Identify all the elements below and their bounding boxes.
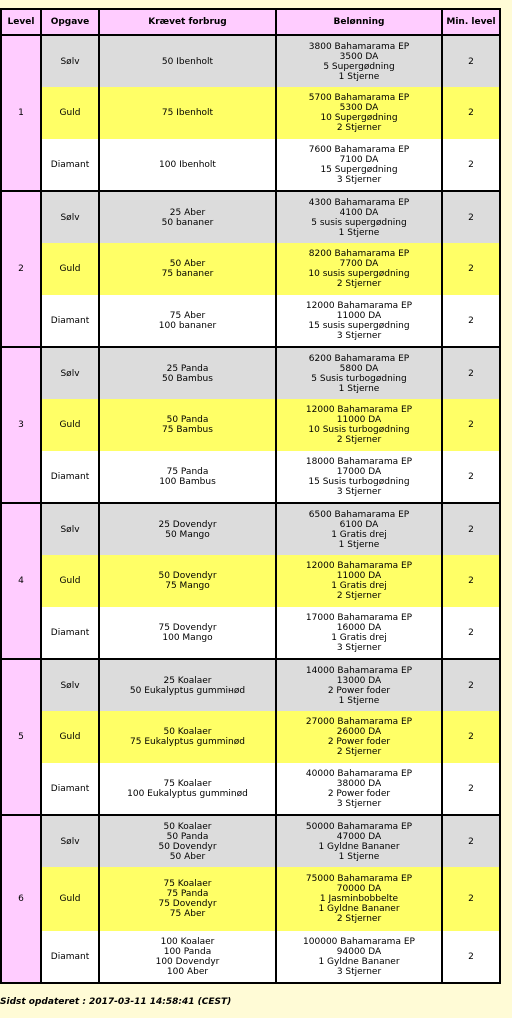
reward-line: 75000 Bahamarama EP	[305, 874, 413, 884]
reward-line: 6100 DA	[339, 519, 379, 530]
requirement-cell	[99, 867, 276, 931]
min-level-cell: 2	[442, 295, 500, 347]
header-task: Opgave	[41, 9, 99, 35]
reward-line: 6200 Bahamarama EP	[308, 353, 410, 364]
reward-line: 10 susis supergødning	[308, 269, 410, 279]
requirement-line: 50 Mango	[165, 529, 210, 540]
min-level-cell: 2	[442, 931, 500, 983]
header-min-level: Min. level	[442, 9, 500, 35]
reward-line: 12000 Bahamarama EP	[305, 405, 413, 415]
task-cell: Guld	[41, 399, 99, 451]
reward-line: 1 Jasminbobbelte	[319, 894, 399, 904]
requirement-line: 50 Aber	[169, 259, 206, 269]
requirement-cell	[99, 763, 276, 815]
reward-line: 3800 Bahamarama EP	[308, 41, 410, 52]
requirement-cell	[99, 399, 276, 451]
table-row	[1, 139, 500, 191]
reward-line: 3 Stjerner	[336, 486, 382, 497]
requirement-line: 50 Aber	[169, 851, 206, 862]
min-level-cell: 2	[442, 87, 500, 139]
requirement-line: 100 Eukalyptus gumminød	[127, 788, 248, 799]
table-row	[1, 35, 500, 87]
reward-line: 5800 DA	[339, 363, 379, 374]
reward-line: 47000 DA	[336, 831, 382, 842]
reward-line: 1 Stjerne	[338, 695, 380, 706]
reward-cell	[276, 295, 442, 347]
reward-line: 2 Stjerner	[336, 279, 382, 289]
requirement-line: 100 Ibenholt	[159, 159, 216, 170]
requirement-line: 25 Panda	[166, 363, 209, 374]
level-cell: 5	[1, 659, 41, 815]
reward-line: 12000 Bahamarama EP	[305, 561, 413, 571]
table-row	[1, 711, 500, 763]
reward-line: 1 Gyldne Bananer	[318, 904, 400, 914]
reward-line: 3 Stjerner	[336, 174, 382, 185]
min-level-cell: 2	[442, 555, 500, 607]
requirement-line: 50 Ibenholt	[161, 56, 214, 67]
requirement-line: 50 Eukalyptus gummінød	[129, 685, 246, 696]
requirement-cell	[99, 87, 276, 139]
reward-line: 10 Susis turbogødning	[308, 425, 410, 435]
reward-line: 3 Stjerner	[336, 330, 382, 341]
reward-line: 16000 DA	[336, 622, 382, 633]
min-level-cell: 2	[442, 503, 500, 555]
level-cell: 2	[1, 191, 41, 347]
table-body	[1, 35, 500, 983]
reward-line: 2 Stjerner	[336, 123, 382, 133]
min-level-cell: 2	[442, 815, 500, 867]
last-updated: Sidst opdateret : 2017-03-11 14:58:41 (CEST)	[0, 997, 232, 1007]
reward-cell	[276, 243, 442, 295]
reward-line: 2 Stjerner	[336, 591, 382, 601]
reward-line: 5 Supergødning	[323, 61, 395, 72]
requirement-line: 100 Mango	[162, 632, 213, 643]
reward-cell	[276, 451, 442, 503]
requirement-line: 75 Panda	[166, 889, 209, 899]
reward-line: 17000 DA	[336, 466, 382, 477]
header-requirement: Krævet forbrug	[99, 9, 276, 35]
reward-line: 15 Susis turbogødning	[308, 476, 410, 487]
requirement-line: 75 bananer	[161, 269, 214, 279]
reward-line: 100000 Bahamarama EP	[303, 936, 415, 947]
requirement-cell	[99, 711, 276, 763]
reward-line: 15 susis supergødning	[308, 320, 410, 331]
requirement-line: 75 Koalaer	[163, 879, 212, 889]
header-row	[1, 9, 500, 35]
min-level-cell: 2	[442, 763, 500, 815]
reward-line: 10 Supergødning	[320, 113, 398, 123]
reward-cell	[276, 763, 442, 815]
requirement-line: 50 Panda	[166, 415, 209, 425]
reward-line: 1 Stjerne	[338, 539, 380, 550]
reward-line: 7700 DA	[339, 259, 379, 269]
reward-line: 3 Stjerner	[336, 642, 382, 653]
requirement-line: 50 Dovendyr	[158, 571, 217, 581]
min-level-cell: 2	[442, 711, 500, 763]
requirement-line: 25 Aber	[169, 207, 206, 218]
reward-line: 2 Power foder	[327, 737, 391, 747]
task-cell: Diamant	[41, 931, 99, 983]
reward-line: 27000 Bahamarama EP	[305, 717, 413, 727]
reward-cell	[276, 191, 442, 243]
reward-line: 11000 DA	[336, 415, 382, 425]
task-cell: Diamant	[41, 451, 99, 503]
reward-line: 1 Gyldne Bananer	[318, 956, 400, 967]
requirement-line: 50 Koalaer	[163, 821, 212, 832]
reward-cell	[276, 867, 442, 931]
reward-line: 1 Gratis drej	[331, 529, 387, 540]
reward-cell	[276, 139, 442, 191]
requirement-line: 75 Koalaer	[163, 778, 212, 789]
requirement-line: 50 Dovendyr	[158, 841, 217, 852]
reward-line: 26000 DA	[336, 727, 382, 737]
header-level: Level	[1, 9, 41, 35]
requirement-line: 75 Dovendyr	[158, 899, 217, 909]
level-cell: 1	[1, 35, 41, 191]
task-cell: Sølv	[41, 659, 99, 711]
reward-line: 4300 Bahamarama EP	[308, 197, 410, 208]
level-cell: 3	[1, 347, 41, 503]
reward-line: 18000 Bahamarama EP	[305, 456, 413, 467]
reward-line: 1 Gratis drej	[331, 632, 387, 643]
requirement-cell	[99, 35, 276, 87]
requirement-cell	[99, 607, 276, 659]
reward-line: 2 Stjerner	[336, 914, 382, 924]
reward-cell	[276, 931, 442, 983]
requirement-line: 50 Koalaer	[163, 727, 212, 737]
requirement-cell	[99, 555, 276, 607]
reward-cell	[276, 399, 442, 451]
requirement-cell	[99, 931, 276, 983]
requirement-line: 75 Aber	[169, 310, 206, 321]
task-cell: Guld	[41, 867, 99, 931]
requirement-cell	[99, 243, 276, 295]
reward-line: 12000 Bahamarama EP	[305, 300, 413, 311]
level-cell: 4	[1, 503, 41, 659]
task-cell: Sølv	[41, 815, 99, 867]
reward-cell	[276, 555, 442, 607]
min-level-cell: 2	[442, 451, 500, 503]
reward-line: 3500 DA	[339, 51, 379, 62]
reward-cell	[276, 35, 442, 87]
table-row	[1, 451, 500, 503]
task-cell: Diamant	[41, 295, 99, 347]
reward-line: 70000 DA	[336, 884, 382, 894]
requirement-line: 100 Bambus	[159, 476, 216, 487]
requirement-line: 100 bananer	[158, 320, 217, 331]
reward-line: 8200 Bahamarama EP	[308, 249, 410, 259]
requirement-cell	[99, 191, 276, 243]
reward-line: 1 Stjerne	[338, 851, 380, 862]
level-cell: 6	[1, 815, 41, 983]
min-level-cell: 2	[442, 659, 500, 711]
min-level-cell: 2	[442, 35, 500, 87]
requirement-line: 100 Aber	[166, 966, 209, 977]
requirement-cell	[99, 347, 276, 399]
reward-line: 5300 DA	[339, 103, 379, 113]
reward-line: 11000 DA	[336, 571, 382, 581]
reward-line: 13000 DA	[336, 675, 382, 686]
requirement-line: 25 Dovendyr	[158, 519, 217, 530]
requirement-line: 100 Dovendyr	[155, 956, 220, 967]
table-row	[1, 347, 500, 399]
reward-line: 50000 Bahamarama EP	[305, 821, 413, 832]
reward-line: 1 Stjerne	[338, 227, 380, 238]
reward-line: 11000 DA	[336, 310, 382, 321]
reward-line: 2 Power foder	[327, 685, 391, 696]
reward-line: 1 Stjerne	[338, 71, 380, 82]
table-row	[1, 503, 500, 555]
task-cell: Diamant	[41, 763, 99, 815]
requirement-line: 100 Koalaer	[160, 936, 215, 947]
requirement-line: 75 Eukalyptus gumminød	[130, 737, 245, 747]
min-level-cell: 2	[442, 399, 500, 451]
table-row	[1, 659, 500, 711]
reward-line: 3 Stjerner	[336, 966, 382, 977]
requirement-cell	[99, 815, 276, 867]
reward-cell	[276, 503, 442, 555]
reward-cell	[276, 607, 442, 659]
min-level-cell: 2	[442, 867, 500, 931]
reward-line: 7100 DA	[339, 154, 379, 165]
reward-line: 5 susis supergødning	[311, 217, 407, 228]
reward-line: 1 Stjerne	[338, 383, 380, 394]
table-row	[1, 191, 500, 243]
requirement-cell	[99, 659, 276, 711]
reward-line: 1 Gratis drej	[331, 581, 387, 591]
reward-cell	[276, 659, 442, 711]
table-row	[1, 763, 500, 815]
table-row	[1, 295, 500, 347]
requirement-cell	[99, 503, 276, 555]
reward-line: 2 Power foder	[327, 788, 391, 799]
task-cell: Guld	[41, 243, 99, 295]
table-row	[1, 243, 500, 295]
reward-cell	[276, 87, 442, 139]
requirement-line: 75 Ibenholt	[161, 108, 214, 118]
min-level-cell: 2	[442, 607, 500, 659]
reward-line: 1 Gyldne Bananer	[318, 841, 400, 852]
table-row	[1, 399, 500, 451]
table-row	[1, 607, 500, 659]
reward-line: 4100 DA	[339, 207, 379, 218]
task-cell: Diamant	[41, 607, 99, 659]
task-cell: Diamant	[41, 139, 99, 191]
requirement-line: 100 Panda	[163, 946, 212, 957]
requirement-line: 75 Mango	[165, 581, 210, 591]
reward-line: 7600 Bahamarama EP	[308, 144, 410, 155]
requirement-cell	[99, 139, 276, 191]
requirement-cell	[99, 451, 276, 503]
requirement-line: 25 Koalaer	[163, 675, 212, 686]
task-cell: Guld	[41, 87, 99, 139]
reward-line: 40000 Bahamarama EP	[305, 768, 413, 779]
requirement-line: 75 Panda	[166, 466, 209, 477]
reward-line: 38000 DA	[336, 778, 382, 789]
reward-cell	[276, 711, 442, 763]
header-reward: Belønning	[276, 9, 442, 35]
requirement-line: 50 Panda	[166, 831, 209, 842]
reward-line: 94000 DA	[336, 946, 382, 957]
min-level-cell: 2	[442, 347, 500, 399]
reward-line: 5 Susis turbogødning	[311, 373, 407, 384]
min-level-cell: 2	[442, 243, 500, 295]
reward-line: 17000 Bahamarama EP	[305, 612, 413, 623]
min-level-cell: 2	[442, 191, 500, 243]
requirement-line: 75 Aber	[169, 909, 206, 919]
task-cell: Guld	[41, 555, 99, 607]
reward-cell	[276, 815, 442, 867]
task-cell: Sølv	[41, 503, 99, 555]
table-row	[1, 87, 500, 139]
requirement-line: 50 Bambus	[162, 373, 213, 384]
reward-line: 15 Supergødning	[320, 164, 398, 175]
reward-line: 14000 Bahamarama EP	[305, 665, 413, 676]
min-level-cell: 2	[442, 139, 500, 191]
rewards-table	[0, 8, 501, 984]
reward-line: 2 Stjerner	[336, 747, 382, 757]
reward-line: 3 Stjerner	[336, 798, 382, 809]
table-row	[1, 931, 500, 983]
requirement-cell	[99, 295, 276, 347]
reward-line: 6500 Bahamarama EP	[308, 509, 410, 520]
task-cell: Sølv	[41, 191, 99, 243]
task-cell: Guld	[41, 711, 99, 763]
task-cell: Sølv	[41, 347, 99, 399]
table-row	[1, 815, 500, 867]
reward-cell	[276, 347, 442, 399]
requirement-line: 75 Dovendyr	[158, 622, 217, 633]
reward-line: 2 Stjerner	[336, 435, 382, 445]
table-row	[1, 555, 500, 607]
requirement-line: 50 bananer	[161, 217, 214, 228]
reward-line: 5700 Bahamarama EP	[308, 93, 410, 103]
requirement-line: 75 Bambus	[162, 425, 213, 435]
table-row	[1, 867, 500, 931]
task-cell: Sølv	[41, 35, 99, 87]
